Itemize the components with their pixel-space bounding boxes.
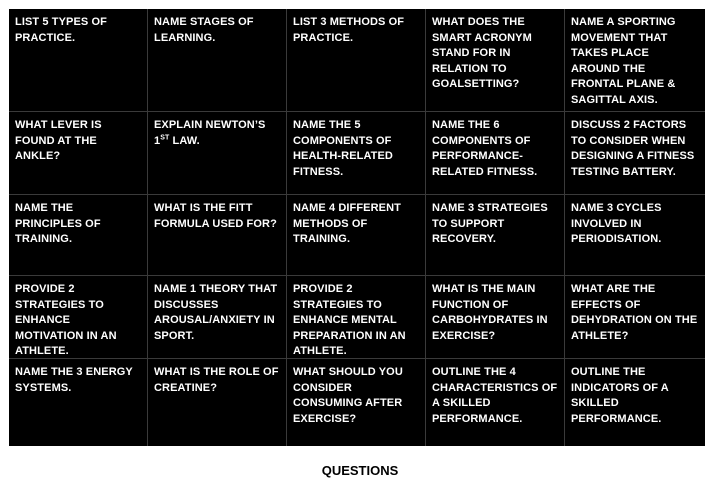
newton-superscript: ST bbox=[160, 133, 170, 141]
question-cell: WHAT SHOULD YOU CONSIDER CONSUMING AFTER EXERCISE? bbox=[287, 359, 426, 446]
newton-question-text: EXPLAIN NEWTON’S 1 bbox=[154, 119, 266, 147]
question-cell: LIST 3 METHODS OF PRACTICE. bbox=[287, 9, 426, 112]
question-cell: WHAT IS THE MAIN FUNCTION OF CARBOHYDRATES IN EXERCISE? bbox=[426, 276, 565, 359]
question-cell: NAME THE 3 ENERGY SYSTEMS. bbox=[9, 359, 148, 446]
question-cell: WHAT DOES THE SMART ACRONYM STAND FOR IN RELATION TO GOALSETTING? bbox=[426, 9, 565, 112]
question-cell: WHAT LEVER IS FOUND AT THE ANKLE? bbox=[9, 112, 148, 195]
question-cell: DISCUSS 2 FACTORS TO CONSIDER WHEN DESIGNING A FITNESS TESTING BATTERY. bbox=[565, 112, 705, 195]
question-cell: OUTLINE THE 4 CHARACTERISTICS OF A SKILLED PERFORMANCE. bbox=[426, 359, 565, 446]
question-cell: WHAT ARE THE EFFECTS OF DEHYDRATION ON THE ATHLETE? bbox=[565, 276, 705, 359]
question-cell: LIST 5 TYPES OF PRACTICE. bbox=[9, 9, 148, 112]
question-cell: PROVIDE 2 STRATEGIES TO ENHANCE MENTAL PREPARATION IN AN ATHLETE. bbox=[287, 276, 426, 359]
question-cell: NAME 1 THEORY THAT DISCUSSES AROUSAL/ANXIETY IN SPORT. bbox=[148, 276, 287, 359]
questions-grid bbox=[9, 9, 705, 446]
question-cell-newton bbox=[148, 112, 287, 195]
question-cell: OUTLINE THE INDICATORS OF A SKILLED PERFORMANCE. bbox=[571, 366, 669, 425]
question-cell: NAME 3 CYCLES INVOLVED IN PERIODISATION. bbox=[565, 195, 705, 276]
question-cell: NAME STAGES OF LEARNING. bbox=[148, 9, 287, 112]
question-cell: WHAT IS THE FITT FORMULA USED FOR? bbox=[148, 195, 287, 276]
question-cell: NAME THE 5 COMPONENTS OF HEALTH-RELATED FITNESS. bbox=[287, 112, 426, 195]
newton-question-suffix: LAW. bbox=[169, 134, 200, 147]
question-cell: NAME THE 6 COMPONENTS OF PERFORMANCE-RELATED FITNESS. bbox=[426, 112, 565, 195]
page-caption: QUESTIONS bbox=[321, 463, 399, 478]
question-cell: NAME THE PRINCIPLES OF TRAINING. bbox=[9, 195, 148, 276]
question-cell: WHAT IS THE ROLE OF CREATINE? bbox=[148, 359, 287, 446]
question-cell: NAME 4 DIFFERENT METHODS OF TRAINING. bbox=[287, 195, 426, 276]
question-cell: NAME 3 STRATEGIES TO SUPPORT RECOVERY. bbox=[426, 195, 565, 276]
question-cell: NAME A SPORTING MOVEMENT THAT TAKES PLACE AROUND THE FRONTAL PLANE & SAGITTAL AXIS. bbox=[565, 9, 705, 112]
question-cell: PROVIDE 2 STRATEGIES TO ENHANCE MOTIVATION IN AN ATHLETE. bbox=[9, 276, 148, 359]
